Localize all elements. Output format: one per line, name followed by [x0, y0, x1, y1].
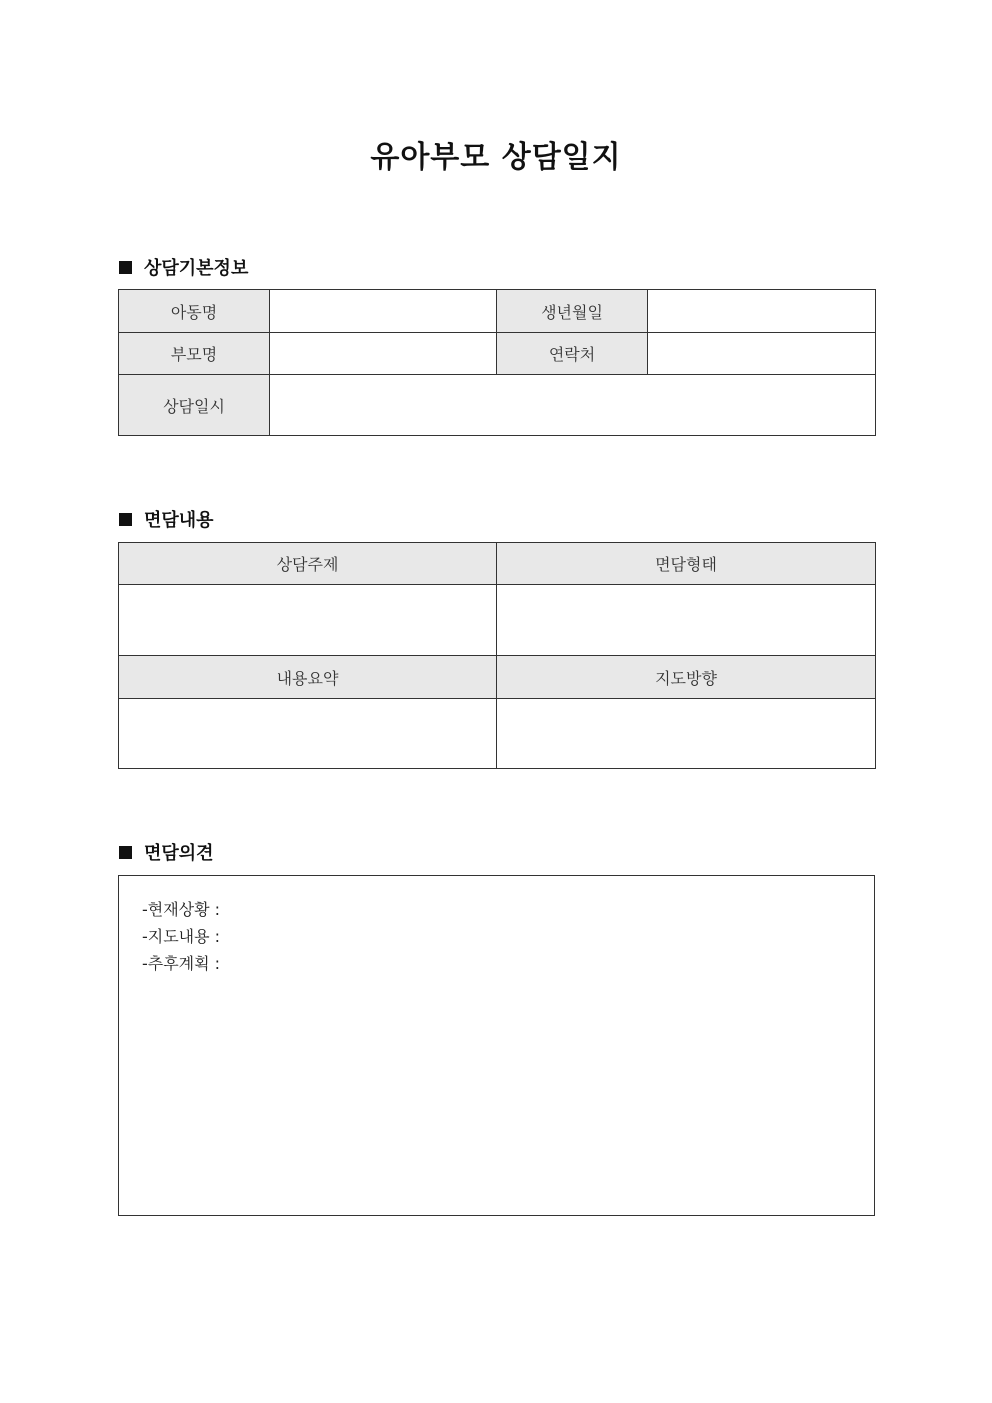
guidance-direction-label: 지도방향 [497, 656, 876, 699]
opinion-lines [142, 896, 220, 977]
section-heading-interview-content [119, 506, 214, 532]
interview-type-field[interactable] [497, 585, 876, 656]
parent-name-field[interactable] [270, 333, 497, 375]
guidance-direction-field[interactable] [497, 699, 876, 769]
parent-name-label: 부모명 [119, 333, 270, 375]
child-name-field[interactable] [270, 290, 497, 333]
section-heading-basic-info [119, 254, 248, 280]
summary-field[interactable] [119, 699, 497, 769]
opinion-textarea[interactable] [118, 875, 875, 1216]
current-situation-line: -현재상황 : [142, 900, 221, 919]
topic-field[interactable] [119, 585, 497, 656]
child-name-label: 아동명 [119, 290, 270, 333]
guidance-content-line: -지도내용 : [142, 927, 221, 946]
black-square-icon [119, 846, 132, 859]
contact-label: 연락처 [497, 333, 648, 375]
summary-label: 내용요약 [119, 656, 497, 699]
consult-datetime-field[interactable] [270, 375, 876, 436]
section-heading-label: 상담기본정보 [144, 258, 249, 279]
black-square-icon [119, 513, 132, 526]
consult-datetime-label: 상담일시 [119, 375, 270, 436]
basic-info-table [118, 289, 876, 436]
document-title: 유아부모 상담일지 [370, 140, 622, 175]
birthdate-field[interactable] [648, 290, 876, 333]
interview-type-label: 면담형태 [497, 543, 876, 585]
contact-field[interactable] [648, 333, 876, 375]
section-heading-label: 면담의견 [144, 843, 214, 864]
topic-label: 상담주제 [119, 543, 497, 585]
section-heading-label: 면담내용 [144, 510, 214, 531]
black-square-icon [119, 261, 132, 274]
section-heading-interview-opinion [119, 839, 214, 865]
birthdate-label: 생년월일 [497, 290, 648, 333]
interview-content-table [118, 542, 876, 769]
future-plan-line: -추후계획 : [142, 954, 221, 973]
